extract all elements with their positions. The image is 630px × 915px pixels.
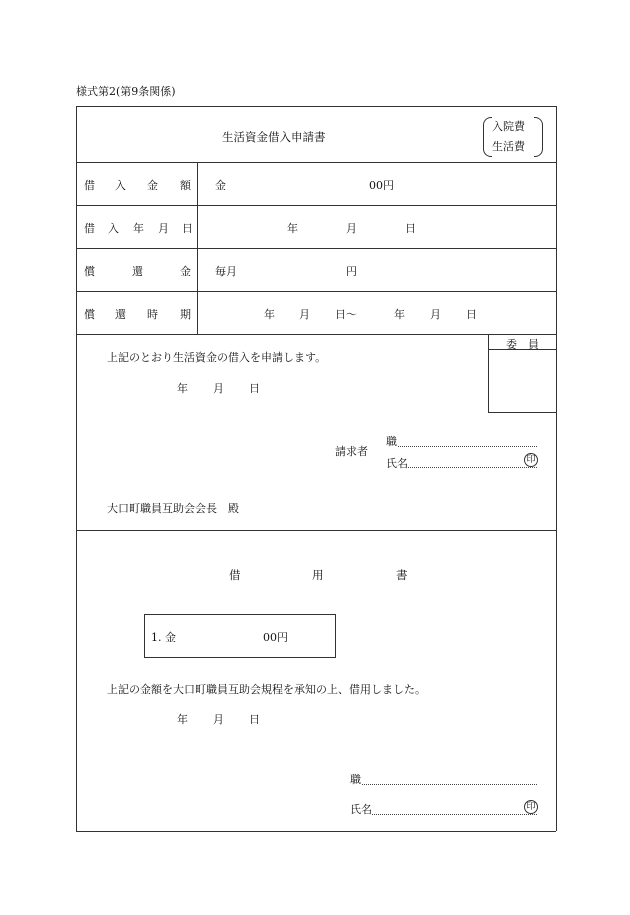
period-end-day[interactable]: 日 [466, 308, 477, 321]
period-start-month[interactable]: 月 [299, 308, 310, 321]
label-loan-amount-char: 額 [180, 179, 191, 192]
type-bracket-left [483, 117, 492, 157]
label-loan-amount-char: 借 [84, 179, 95, 192]
committee-seal-area[interactable] [489, 350, 555, 411]
committee-box-bottom [488, 412, 556, 413]
label-repayment-period-char: 時 [147, 308, 158, 321]
frame-right [556, 106, 557, 831]
applicant-post-field[interactable] [398, 446, 537, 447]
period-end-month[interactable]: 月 [430, 308, 441, 321]
row-divider [76, 334, 556, 335]
period-start-year[interactable]: 年 [264, 308, 275, 321]
type-option-hospital[interactable]: 入院費 [492, 120, 525, 133]
frame-left [76, 106, 77, 831]
label-loan-date-char: 入 [108, 222, 119, 235]
applicant-label: 請求者 [335, 445, 368, 458]
label-column-divider [197, 162, 198, 334]
application-date-day[interactable]: 日 [249, 382, 260, 395]
loan-date-year[interactable]: 年 [287, 222, 298, 235]
frame-top [76, 106, 556, 107]
addressee: 大口町職員互助会会長 殿 [107, 502, 239, 515]
period-start-day[interactable]: 日〜 [335, 308, 357, 321]
row-divider [76, 248, 556, 249]
label-loan-date-char: 月 [158, 222, 169, 235]
label-loan-date-char: 日 [182, 222, 193, 235]
label-repayment-char: 金 [180, 265, 191, 278]
type-option-living[interactable]: 生活費 [492, 140, 525, 153]
applicant-name-field[interactable] [408, 467, 537, 468]
label-repayment-char: 還 [132, 265, 143, 278]
row-divider [76, 205, 556, 206]
loan-date-month[interactable]: 月 [346, 222, 357, 235]
repayment-prefix: 毎月 [215, 265, 237, 278]
applicant-seal-icon[interactable]: 印 [524, 453, 538, 467]
applicant-name-label: 氏名 [386, 457, 408, 470]
certificate-date-year[interactable]: 年 [177, 713, 188, 726]
loan-amount-field[interactable]: 00円 [369, 179, 394, 192]
label-loan-amount-char: 入 [115, 179, 126, 192]
label-loan-date-char: 年 [133, 222, 144, 235]
row-divider [76, 291, 556, 292]
label-loan-date-char: 借 [84, 222, 95, 235]
committee-label: 委 員 [506, 338, 539, 351]
borrower-post-label: 職 [350, 773, 361, 786]
section-divider [76, 530, 556, 531]
borrowed-amount-label: 1. 金 [151, 631, 176, 644]
application-statement: 上記のとおり生活資金の借入を申請します。 [107, 351, 327, 364]
label-repayment-char: 償 [84, 265, 95, 278]
label-repayment-period-char: 還 [115, 308, 126, 321]
application-title: 生活資金借入申請書 [222, 130, 326, 144]
label-loan-amount-char: 金 [147, 179, 158, 192]
loan-date-day[interactable]: 日 [405, 222, 416, 235]
frame-bottom [76, 831, 556, 832]
certificate-date-month[interactable]: 月 [213, 713, 224, 726]
repayment-amount-field[interactable]: 円 [346, 265, 357, 278]
period-end-year[interactable]: 年 [394, 308, 405, 321]
type-bracket-right [534, 117, 543, 157]
row-divider [76, 162, 556, 163]
form-number: 様式第2(第9条関係) [76, 85, 176, 98]
certificate-statement: 上記の金額を大口町職員互助会規程を承知の上、借用しました。 [107, 683, 426, 696]
certificate-title-char: 書 [396, 568, 408, 582]
loan-amount-prefix: 金 [215, 179, 226, 192]
certificate-title-char: 用 [312, 568, 324, 582]
borrowed-amount-field[interactable]: 00円 [263, 631, 288, 644]
application-date-month[interactable]: 月 [213, 382, 224, 395]
certificate-title-char: 借 [229, 568, 241, 582]
borrower-name-label: 氏名 [350, 803, 372, 816]
label-repayment-period-char: 期 [180, 308, 191, 321]
label-repayment-period-char: 償 [84, 308, 95, 321]
borrower-name-field[interactable] [372, 814, 537, 815]
certificate-date-day[interactable]: 日 [249, 713, 260, 726]
applicant-post-label: 職 [386, 435, 397, 448]
borrower-post-field[interactable] [362, 784, 537, 785]
borrower-seal-icon[interactable]: 印 [524, 800, 538, 814]
application-date-year[interactable]: 年 [177, 382, 188, 395]
